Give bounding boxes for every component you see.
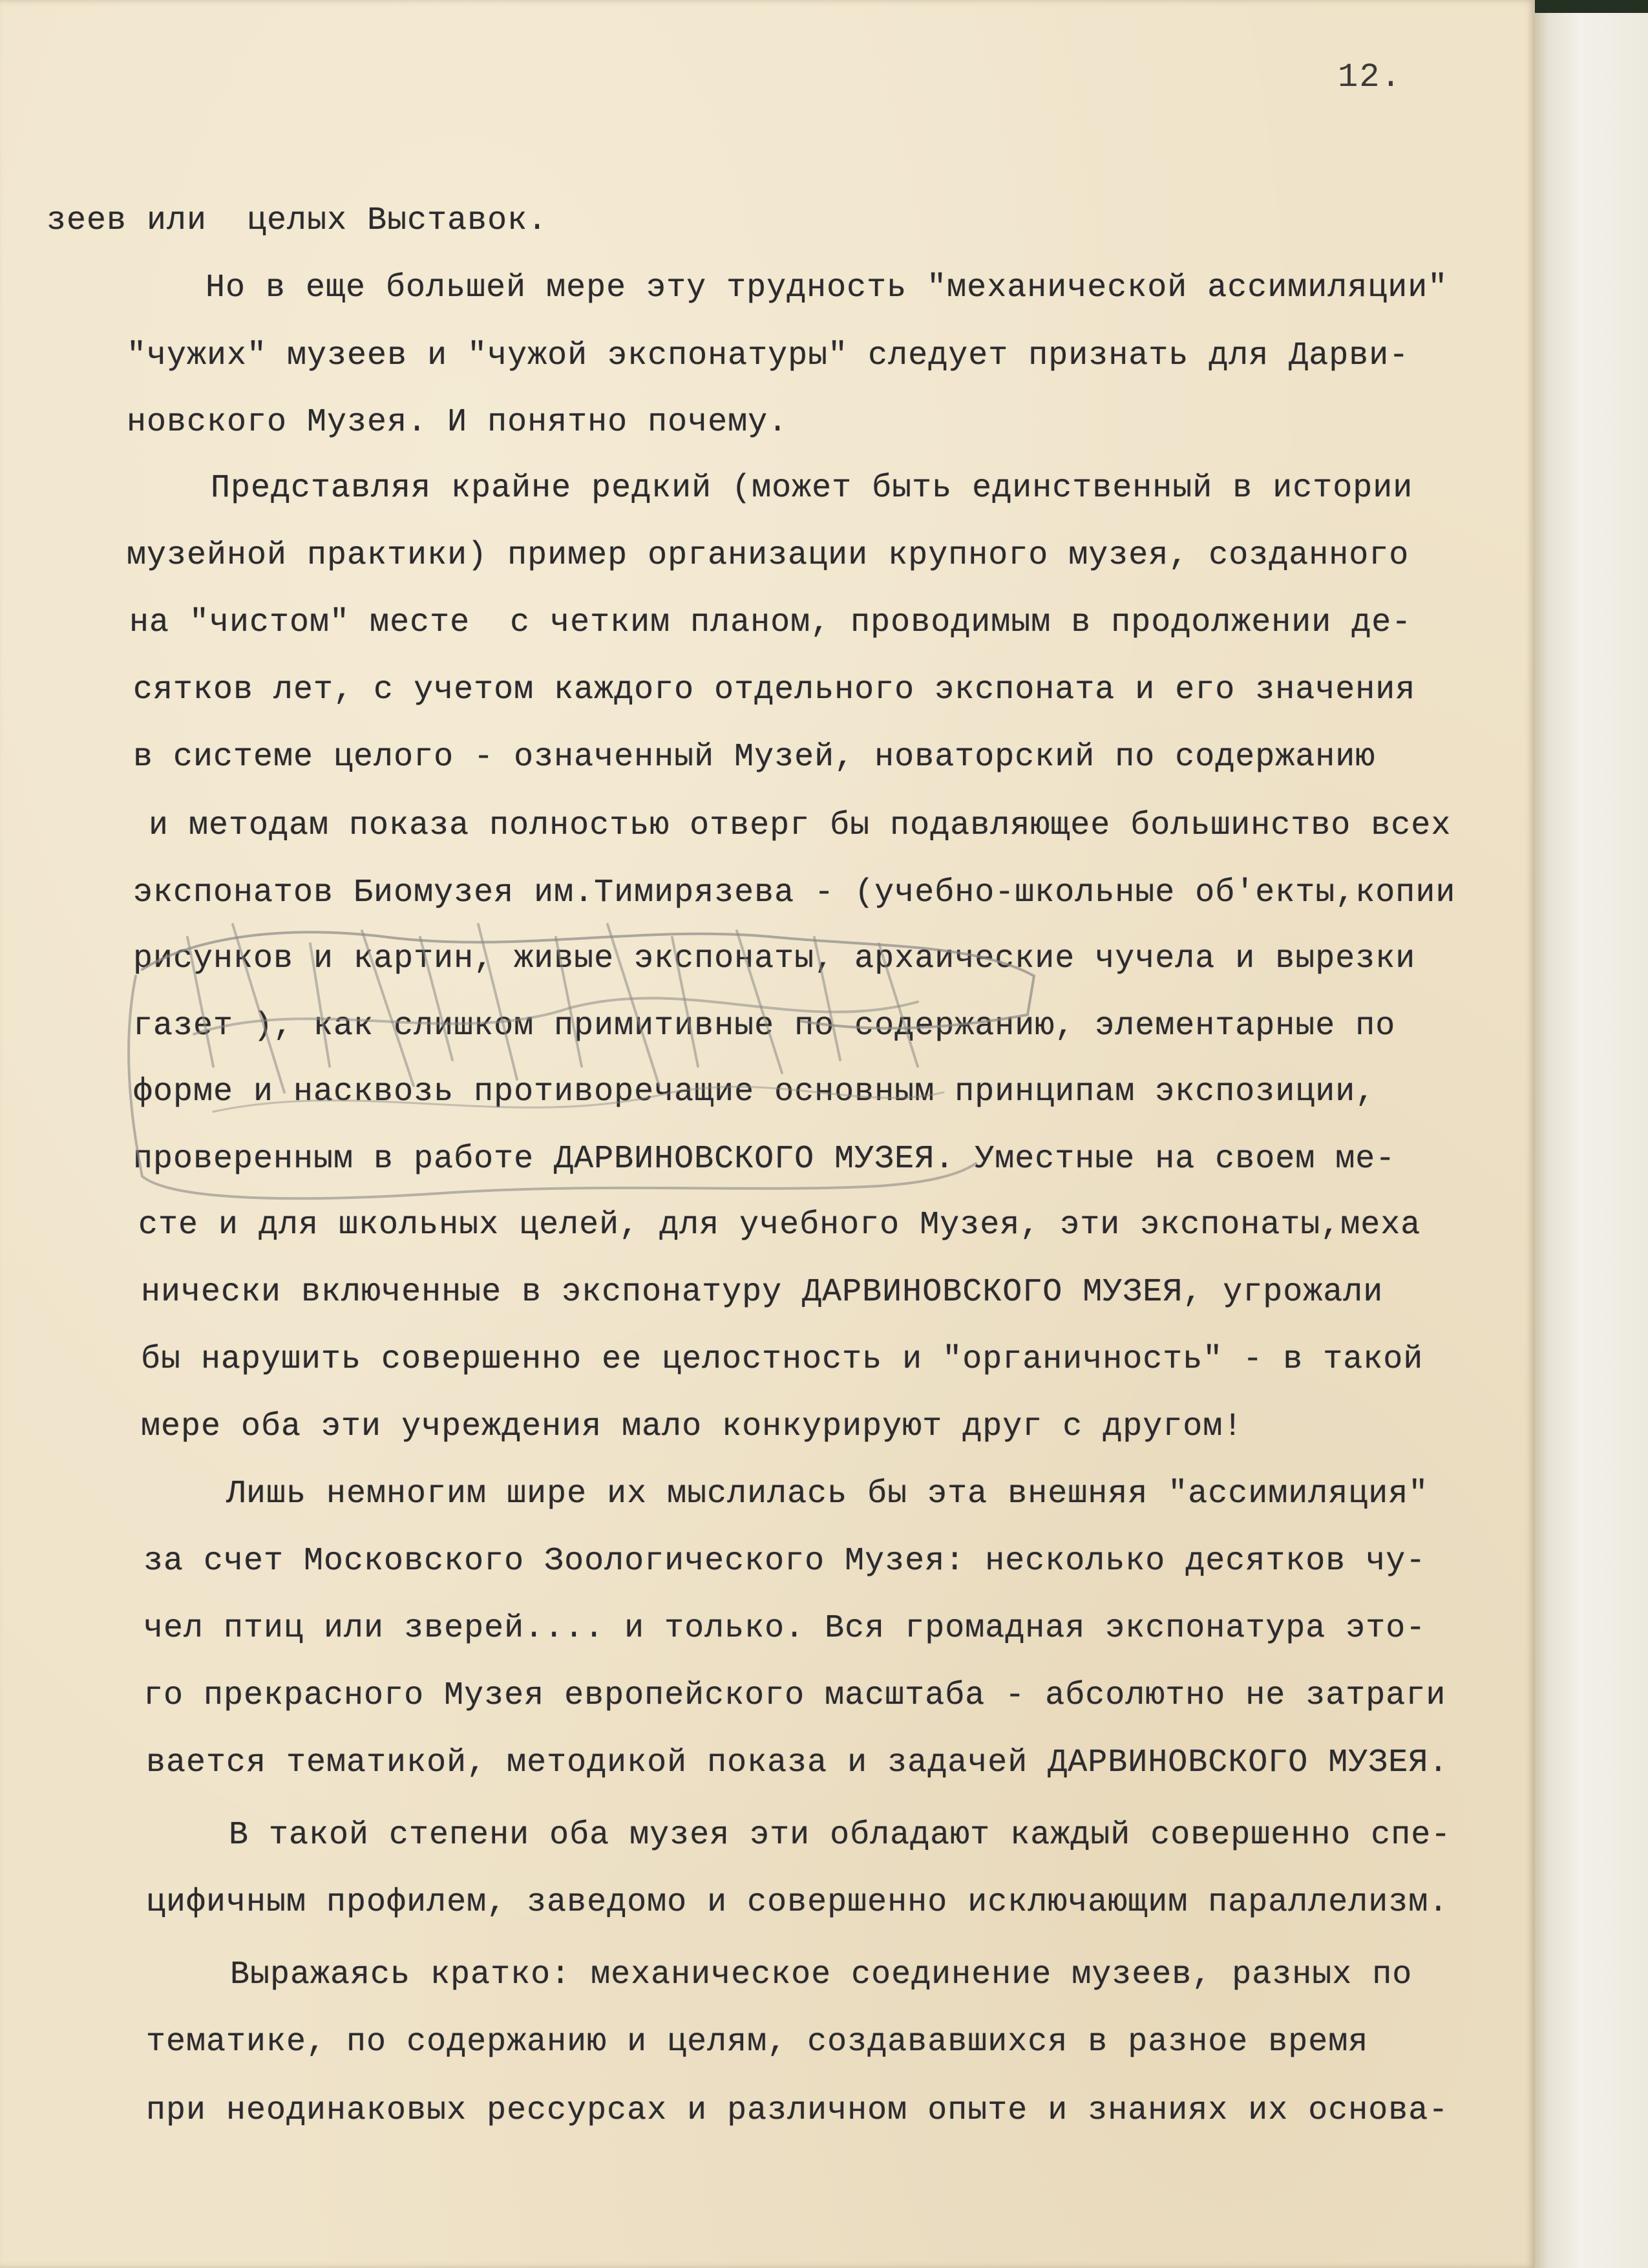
text-line: экспонатов Биомузея им.Тимирязева - (учебно-школьные об'екты,копии [133, 874, 1456, 911]
text-line: музейной практики) пример организации крупного музея, созданного [127, 537, 1410, 574]
text-line: зеев или целых Выставок. [47, 202, 548, 239]
text-line: Выражаясь кратко: механическое соединение музеев, разных по [230, 1956, 1413, 1993]
binding-edge [1535, 0, 1648, 2268]
text-line: и методам показа полностью отверг бы подавляющее большинство всех [149, 807, 1452, 844]
text-line: газет ), как слишком примитивные по содержанию, элементарные по [133, 1008, 1396, 1044]
text-line: нически включенные в экспонатуру ДАРВИНОВСКОГО МУЗЕЯ, угрожали [141, 1274, 1384, 1311]
text-line: рисунков и картин, живые экспонаты, архаические чучела и вырезки [133, 940, 1416, 977]
text-line: тематике, по содержанию и целям, создававшихся в разное время [146, 2024, 1369, 2061]
text-line: новского Музея. И понятно почему. [127, 404, 788, 441]
text-line: вается тематикой, методикой показа и задачей ДАРВИНОВСКОГО МУЗЕЯ. [146, 1744, 1449, 1781]
text-line: цифичным профилем, заведомо и совершенно исключающим параллелизм. [146, 1884, 1449, 1921]
text-line: бы нарушить совершенно ее целостность и "органичность" - в такой [141, 1341, 1424, 1378]
text-line: мере оба эти учреждения мало конкурируют друг с другом! [141, 1408, 1243, 1445]
page-number: 12. [1338, 58, 1402, 96]
text-line: при неодинаковых рессурсах и различном опыте и знаниях их основа- [146, 2092, 1449, 2129]
text-line: "чужих" музеев и "чужой экспонатуры" следует признать для Дарви- [127, 337, 1410, 374]
text-line: Представляя крайне редкий (может быть единственный в истории [211, 470, 1413, 507]
text-line: за счет Московского Зоологического Музея: несколько десятков чу- [143, 1543, 1426, 1580]
text-line: на "чистом" месте с четким планом, проводимым в продолжении де- [129, 604, 1412, 641]
text-line: чел птиц или зверей.... и только. Вся громадная экспонатура это- [143, 1610, 1426, 1647]
text-line: сятков лет, с учетом каждого отдельного экспоната и его значения [133, 672, 1416, 708]
text-line: го прекрасного Музея европейского масштаба - абсолютно не затраги [143, 1677, 1446, 1714]
text-line: Лишь немногим шире их мыслилась бы эта внешняя "ассимиляция" [226, 1476, 1429, 1512]
text-line: Но в еще большей мере эту трудность "механической ассимиляции" [206, 270, 1448, 306]
background-strip [1535, 0, 1648, 13]
text-line: форме и насквозь противоречащие основным принципам экспозиции, [133, 1074, 1376, 1110]
text-line: В такой степени оба музея эти обладают каждый совершенно спе- [229, 1817, 1452, 1854]
text-line: в системе целого - означенный Музей, новаторский по содержанию [133, 739, 1376, 776]
text-line: сте и для школьных целей, для учебного Музея, эти экспонаты,меха [138, 1207, 1421, 1244]
text-line: проверенным в работе ДАРВИНОВСКОГО МУЗЕЯ. Уместные на своем ме- [133, 1141, 1396, 1178]
